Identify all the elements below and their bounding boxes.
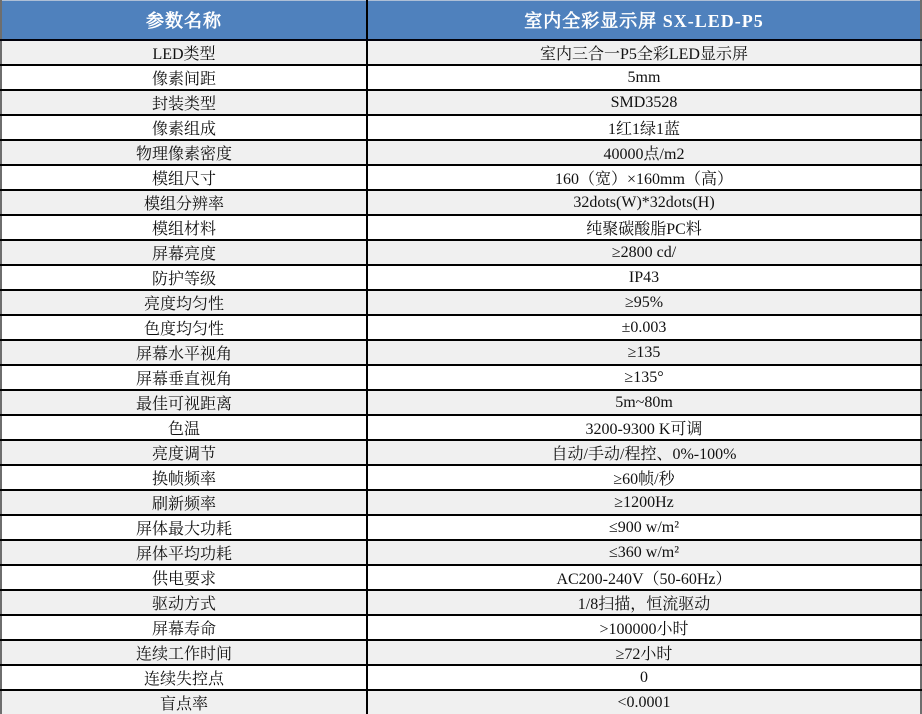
table-row	[1, 590, 921, 615]
param-cell: 连续工作时间	[1, 640, 367, 665]
table-row	[1, 365, 921, 390]
value-cell: 室内三合一P5全彩LED显示屏	[367, 40, 921, 65]
param-cell: 屏体平均功耗	[1, 540, 367, 565]
param-cell: 盲点率	[1, 690, 367, 714]
table-row	[1, 415, 921, 440]
value-cell: 自动/手动/程控、0%-100%	[367, 440, 921, 465]
table-row	[1, 315, 921, 340]
param-cell: 屏幕垂直视角	[1, 365, 367, 390]
table-row	[1, 640, 921, 665]
table-row	[1, 390, 921, 415]
value-cell: 32dots(W)*32dots(H)	[367, 190, 921, 215]
param-cell: 驱动方式	[1, 590, 367, 615]
table-row	[1, 690, 921, 714]
value-cell: 40000点/m2	[367, 140, 921, 165]
value-cell: <0.0001	[367, 690, 921, 714]
table-row	[1, 565, 921, 590]
spec-table-body	[1, 40, 921, 714]
table-row	[1, 40, 921, 65]
table-row	[1, 240, 921, 265]
value-cell: ≥2800 cd/	[367, 240, 921, 265]
table-row	[1, 465, 921, 490]
table-row	[1, 140, 921, 165]
table-row	[1, 340, 921, 365]
value-cell: 0	[367, 665, 921, 690]
value-cell: ≥60帧/秒	[367, 465, 921, 490]
param-cell: 色度均匀性	[1, 315, 367, 340]
value-cell: ≥1200Hz	[367, 490, 921, 515]
param-cell: 刷新频率	[1, 490, 367, 515]
param-cell: 最佳可视距离	[1, 390, 367, 415]
value-cell: SMD3528	[367, 90, 921, 115]
param-cell: 换帧频率	[1, 465, 367, 490]
value-cell: ≤900 w/m²	[367, 515, 921, 540]
table-row	[1, 440, 921, 465]
param-cell: LED类型	[1, 40, 367, 65]
param-cell: 供电要求	[1, 565, 367, 590]
product-model-header: 室内全彩显示屏 SX-LED-P5	[367, 1, 921, 41]
table-row	[1, 615, 921, 640]
value-cell: ≥135°	[367, 365, 921, 390]
table-row	[1, 65, 921, 90]
param-cell: 像素间距	[1, 65, 367, 90]
table-row	[1, 490, 921, 515]
value-cell: 3200-9300 K可调	[367, 415, 921, 440]
param-cell: 屏幕亮度	[1, 240, 367, 265]
value-cell: ≤360 w/m²	[367, 540, 921, 565]
param-cell: 模组材料	[1, 215, 367, 240]
value-cell: IP43	[367, 265, 921, 290]
param-cell: 模组分辨率	[1, 190, 367, 215]
value-cell: ≥72小时	[367, 640, 921, 665]
table-row	[1, 115, 921, 140]
table-row	[1, 290, 921, 315]
value-cell: >100000小时	[367, 615, 921, 640]
value-cell: 160（宽）×160mm（高）	[367, 165, 921, 190]
value-cell: 5m~80m	[367, 390, 921, 415]
param-cell: 亮度均匀性	[1, 290, 367, 315]
param-cell: 屏体最大功耗	[1, 515, 367, 540]
param-cell: 防护等级	[1, 265, 367, 290]
table-row	[1, 265, 921, 290]
param-cell: 物理像素密度	[1, 140, 367, 165]
value-cell: 5mm	[367, 65, 921, 90]
table-row	[1, 540, 921, 565]
value-cell: ≥135	[367, 340, 921, 365]
table-row	[1, 190, 921, 215]
param-cell: 连续失控点	[1, 665, 367, 690]
param-name-header: 参数名称	[1, 1, 367, 41]
param-cell: 像素组成	[1, 115, 367, 140]
param-cell: 屏幕水平视角	[1, 340, 367, 365]
value-cell: 1红1绿1蓝	[367, 115, 921, 140]
value-cell: ±0.003	[367, 315, 921, 340]
table-row	[1, 665, 921, 690]
table-row	[1, 215, 921, 240]
table-row	[1, 515, 921, 540]
param-cell: 封装类型	[1, 90, 367, 115]
value-cell: ≥95%	[367, 290, 921, 315]
value-cell: 1/8扫描，恒流驱动	[367, 590, 921, 615]
value-cell: 纯聚碳酸脂PC料	[367, 215, 921, 240]
param-cell: 亮度调节	[1, 440, 367, 465]
table-row	[1, 165, 921, 190]
value-cell: AC200-240V（50-60Hz）	[367, 565, 921, 590]
param-cell: 模组尺寸	[1, 165, 367, 190]
table-row	[1, 90, 921, 115]
param-cell: 色温	[1, 415, 367, 440]
header-row	[1, 1, 921, 41]
param-cell: 屏幕寿命	[1, 615, 367, 640]
